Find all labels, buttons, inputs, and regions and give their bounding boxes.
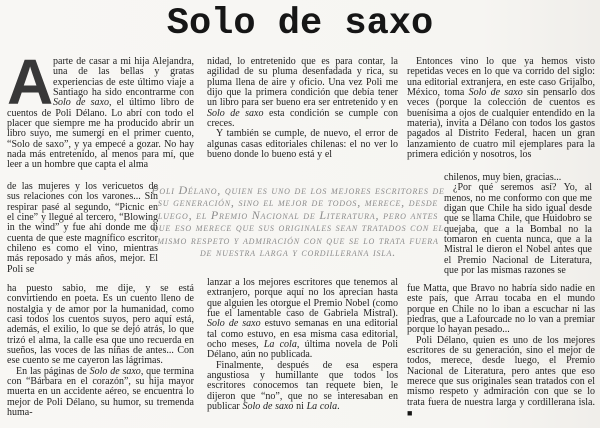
body-text: de las mujeres y los vericuetos de sus relaciones con los varones... Sin respirar pasé al segundo, “Picnic en el cine” y llegué al tercero, “Blowing in the wind” y fue ahí donde me di cuenta de que este magnífico escritor chileno es como el vino, mientras más reposado y más años, mejor. El Poli se: [7, 181, 158, 275]
paragraph: [407, 336, 595, 420]
paragraph: Y también se cumple, de nuevo, el error de algunas casas editoriales chilenas: el no ver lo bueno donde lo bueno está y el: [207, 128, 398, 161]
paragraph: ha puesto sabio, me dije, y se está convirtiendo en poeta. Es un cuento lleno de nostalgia y de amor por la humanidad, como casi todos los cuentos suyos, pero aquí está, además, el exilio, lo que se dejó atrás, lo que trizó el alma, la calle esa que uno recuerda en sueños, las voces de las niñas de antes... Con ese cuento se me cayeron las lágrimas.: [7, 283, 194, 367]
column2-top-segment: [207, 57, 398, 160]
paragraph: En las páginas de Solo de saxo, que termina con “Bárbara en el corazón”, su hija mayor muerta en un accidente aéreo, se encuentra lo mejor de Poli Délano, su humor, su tremenda huma-: [7, 365, 194, 419]
body-text: parte de casar a mi hija Alejandra, una de las bellas y gratas experiencias de este último viaje a Santiago ha sido encontrarme con Solo de saxo, el último libro de cuentos de Poli Délano. Lo abrí con todo el placer que siempre me ha producido abrir un libro suyo, me sumergí en el primer cuento, “Solo de saxo”, y ya empecé a gozar. No hay nada más entretenido, al menos para mí, que leer a un hombre que capta el alma: [7, 56, 194, 171]
pull-quote: Poli Délano, quien es uno de los mejores escritores de su generación, sino el mejor de todos, merece, desde luego, el Premio Nacional de Literatura, pero antes que eso merece que sus originales sean tratados con el mismo respeto y admiración con que se lo trata fuera de nuestra larga y cordillerana isla.: [151, 183, 445, 260]
column3-top-segment: [407, 57, 595, 160]
paragraph: Entonces vino lo que ya hemos visto repetidas veces en lo que va corrido del siglo: una editorial extranjera, en este caso Grijalbo, México, toma Solo de saxo sin pensarlo dos veces (porque la colección de cuentos es buenísima a ojos de cualquier entendido en la materia), invita a Délano con todos los gastos pagados al Distrito Federal, hacen un gran lanzamiento de cuatro mil ejemplares para la primera edición y nosotros, los: [407, 56, 595, 161]
article-title: Solo de saxo: [166, 3, 434, 45]
column1-bottom-segment: [7, 284, 194, 418]
body-text: Poli Délano, quien es uno de los mejores escritores de su generación, sino el mejor de todos, merece, desde luego, el Premio Nacional de Literatura, pero antes que eso merece que sus originales sean tratados con el mismo respeto y admiración con que se lo trata fuera de nuestra larga y cordillerana isla.: [407, 334, 595, 408]
column2-bottom-segment: [207, 278, 398, 412]
paragraph: lanzar a los mejores escritores que tenemos al extranjero, porque aquí no los aprecian hasta que alguien les otorgue el Premio Nobel (como fue el lamentable caso de Gabriela Mistral). Solo de saxo estuvo semanas en una editorial tal como estuvo, en esa misma casa editorial, ocho meses, La cola, última novela de Poli Délano, aún no publicada.: [207, 277, 398, 361]
drop-cap-letter: A: [7, 46, 54, 118]
paragraph: ¿Por qué seremos así? Yo, al menos, no me conformo con que me digan que Chile ha sido igual desde que se llama Chile, que Huidobro se quejaba, que a la Bombal no la tomaron en cuenta nunca, que a la Mistral le dieron el Nobel antes que el Premio Nacional de Literatura, que por las mismas razones se: [444, 182, 592, 277]
paragraph: Finalmente, después de esa espera angustiosa y humillante que todos los escritores conocemos tan requete bien, le dijeron que “no”, que no se interesaban en publicar Solo de saxo ni La cola.: [207, 359, 398, 413]
column3-bottom-segment: [407, 284, 595, 419]
paragraph: chilenos, muy bien, gracias...: [444, 172, 562, 183]
paragraph: nidad, lo entretenido que es para contar, la agilidad de su pluma desenfadada y rica, su pluma llena de aire y oficio. Una vez Poli me dijo que la primera condición que debía tener un libro para ser bueno era ser entretenido y en Solo de saxo esta condición se cumple con creces.: [207, 56, 398, 130]
column1-narrow-segment: [7, 182, 158, 275]
article-end-square-icon: ■: [407, 408, 413, 419]
paragraph: fue Matta, que Bravo no habría sido nadie en este país, que Arrau tocaba en el mundo porque en Chile no lo iban a escuchar ni las piedras, que a Lafourcade no lo van a premiar porque lo hayan pesado...: [407, 283, 595, 336]
column3-narrow-segment: [444, 173, 592, 276]
column1-top-segment: [7, 46, 194, 171]
